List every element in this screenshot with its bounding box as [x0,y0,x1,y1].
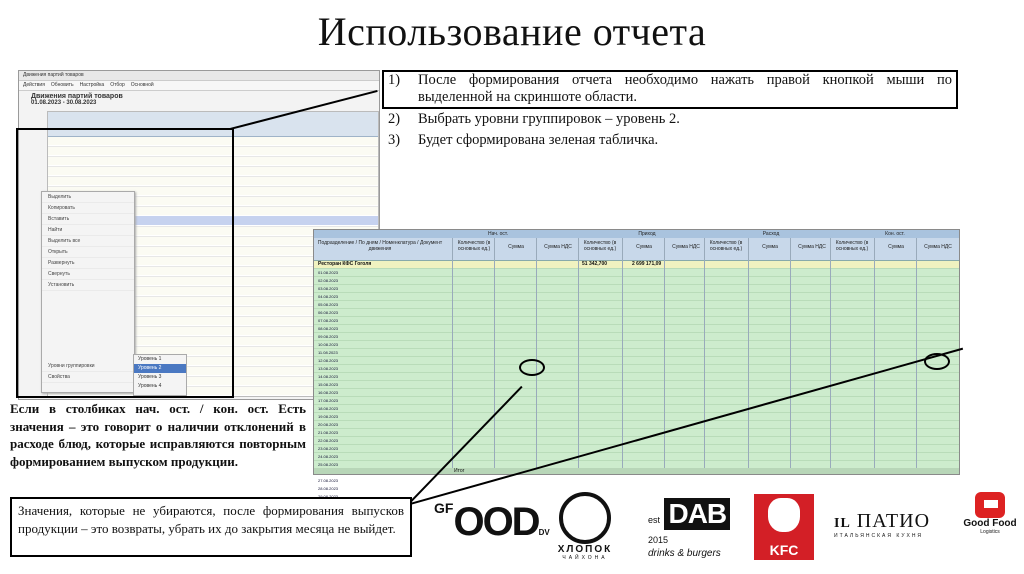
table-date-cell: 12.08.2023 [318,358,339,363]
report-title: Движения партий товаров [31,93,123,100]
deviation-note: Если в столбиках нач. ост. / кон. ост. Есть значения – это говорит о наличии отклонений в расходе блюд, которые исправляются повторным формированием выпуском продукции. [10,401,306,469]
context-menu-item[interactable]: Выделить все [42,236,134,247]
context-menu-item[interactable]: Открыть [42,247,134,258]
step-number: 1) [388,72,401,88]
subheader-vat: Сумма НДС [672,244,700,250]
subheader-sum: Сумма [888,244,904,250]
table-date-cell: 08.08.2023 [318,326,339,331]
column-divider [664,238,665,474]
table-date-cell: 03.08.2023 [318,286,339,291]
column-divider [704,238,705,474]
column-divider [916,238,917,474]
subheader-vat: Сумма НДС [924,244,952,250]
column-divider [452,238,453,474]
footer-label: Итог [454,468,465,474]
table-body [314,261,959,468]
goodfood-logo: Good Food Logistics [962,492,1018,535]
table-date-cell: 18.08.2023 [318,406,339,411]
gfood-logo: $^{GF}$OODDV [434,500,550,544]
subheader-sum: Сумма [508,244,524,250]
column-divider [790,238,791,474]
patio-logo: IL ПАТИО ИТАЛЬЯНСКАЯ КУХНЯ [834,510,931,539]
column-divider [748,238,749,474]
table-date-cell: 19.08.2023 [318,414,339,419]
returns-note: Значения, которые не убираются, после формирования выпусков продукции – это возвраты, убрать их до закрытия месяца не выйдет. [10,497,412,557]
table-date-cell: 29.08.2023 [318,494,339,499]
step-text: Выбрать уровни группировок – уровень 2. [418,111,680,127]
table-date-cell: 07.08.2023 [318,318,339,323]
step-text: После формирования отчета необходимо нажать правой кнопкой мыши по выделенной на скриншоте области. [418,72,952,105]
table-date-cell: 06.08.2023 [318,310,339,315]
table-date-cell: 28.08.2023 [318,486,339,491]
first-column-header: Подразделение / По дням / Номенклатура / Документ движения [317,240,443,252]
subheader-qty: Количество (в основных ед.) [583,240,617,252]
goodfood-emblem [975,492,1005,518]
submenu-level-3[interactable]: Уровень 3 [138,374,162,380]
step-1 [382,70,958,109]
dab-logo: est DAB 2015 drinks & burgers [648,498,748,559]
context-menu-item[interactable]: Вставить [42,214,134,225]
table-date-cell: 24.08.2023 [318,454,339,459]
table-date-cell: 27.08.2023 [318,478,339,483]
table-date-cell: 05.08.2023 [318,302,339,307]
table-date-cell: 13.08.2023 [318,366,339,371]
context-menu-item[interactable]: Свойства [42,372,134,383]
table-date-cell: 22.08.2023 [318,438,339,443]
table-date-cell: 15.08.2023 [318,382,339,387]
total-row-sum: 2 699 171,09 [632,261,662,267]
table-date-cell: 17.08.2023 [318,398,339,403]
context-menu-item[interactable]: Выделить [42,192,134,203]
table-footer-row [314,468,959,474]
submenu-level-2[interactable]: Уровень 2 [134,364,186,373]
table-total-row [314,261,959,268]
table-date-cell: 25.08.2023 [318,462,339,467]
opening-balance-marker [519,359,545,376]
column-divider [536,238,537,474]
hlopok-emblem [559,492,611,544]
window-title: Движения партий товаров [19,71,379,81]
context-menu-item[interactable]: Установить [42,280,134,291]
step-3 [382,132,964,149]
context-menu-item[interactable]: Свернуть [42,269,134,280]
subheader-qty: Количество (в основных ед.) [709,240,743,252]
step-text: Будет сформирована зеленая табличка. [418,132,659,148]
table-date-cell: 14.08.2023 [318,374,339,379]
group-header-closing: Кон. ост. [885,231,905,237]
toolbar-actions-button[interactable]: Действия [23,82,45,88]
column-divider [830,238,831,474]
slide-title: Использование отчета [317,9,707,54]
group-header-income: Приход [638,231,656,237]
table-date-cell: 10.08.2023 [318,342,339,347]
subheader-sum: Сумма [636,244,652,250]
subheader-vat: Сумма НДС [544,244,572,250]
table-date-cell: 20.08.2023 [318,422,339,427]
step-number: 2) [388,111,401,127]
subheader-qty: Количество (в основных ед.) [835,240,869,252]
table-date-cell: 01.08.2023 [318,270,339,275]
highlight-frame [16,128,234,398]
table-date-cell: 16.08.2023 [318,390,339,395]
step-2 [382,111,964,128]
context-menu-item-grouping[interactable]: Уровни группировки [42,361,134,372]
context-menu-item[interactable]: Развернуть [42,258,134,269]
column-divider [578,238,579,474]
context-menu-item[interactable]: Копировать [42,203,134,214]
table-date-cell: 21.08.2023 [318,430,339,435]
brand-logos [430,492,1024,574]
colonel-icon [768,498,800,532]
column-divider [622,238,623,474]
group-header-expense: Расход [762,231,780,237]
submenu-level-1[interactable]: Уровень 1 [138,356,162,362]
table-date-cell: 11.08.2023 [318,350,338,355]
toolbar-filter-button[interactable]: Отбор [110,82,125,88]
submenu-level-4[interactable]: Уровень 4 [138,383,162,389]
subheader-vat: Сумма НДС [798,244,826,250]
subheader-qty: Количество (в основных ед.) [457,240,491,252]
table-date-cell: 02.08.2023 [318,278,339,283]
hlopok-logo: ХЛОПОК ЧАЙХОНА [550,492,620,561]
toolbar [19,81,379,91]
table-date-cell: 09.08.2023 [318,334,339,339]
steps-list [382,70,964,149]
toolbar-refresh-button[interactable]: Обновить [50,82,74,88]
table-date-column [318,269,338,501]
step-number: 3) [388,132,401,148]
table-date-cell: 23.08.2023 [318,446,339,451]
subheader-sum: Сумма [762,244,778,250]
kfc-logo: KFC [752,492,816,562]
context-menu-item[interactable]: Найти [42,225,134,236]
total-row-qty: 51 342,700 [582,261,608,267]
toolbar-settings-button[interactable]: Настройка [79,82,105,88]
toolbar-main-button[interactable]: Основной [130,82,154,88]
total-row-label: Ресторан КФС Гоголя [318,261,372,267]
table-date-cell: 04.08.2023 [318,294,339,299]
group-header-opening: Нач. ост. [487,231,509,237]
column-divider [494,238,495,474]
column-divider [874,238,875,474]
report-period: 01.08.2023 - 30.08.2023 [31,100,97,106]
